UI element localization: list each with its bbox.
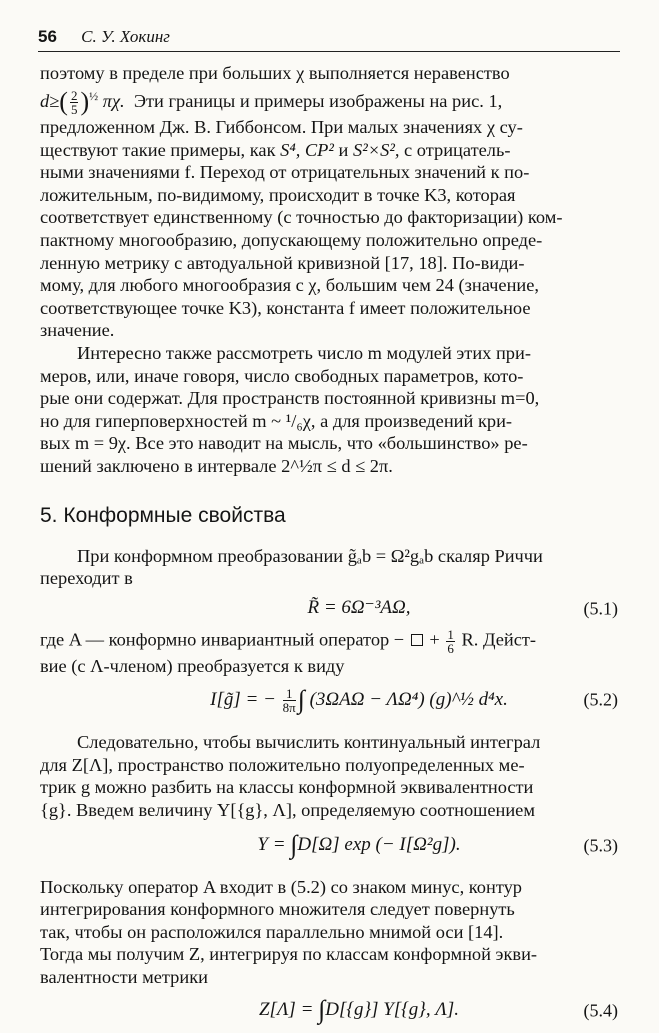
equation-formula: R̃ = 6Ω⁻³AΩ, <box>307 597 411 619</box>
text-line: ными значениями f. Переход от отрицательных значений к по- <box>40 162 530 183</box>
text-line: соответствующее точке K3), константа f имеет положительное <box>40 297 531 318</box>
text-line: значение. <box>40 320 115 341</box>
paragraph-3 <box>40 545 618 590</box>
text-line: Поскольку оператор A входит в (5.2) со знаком минус, контур <box>40 876 523 897</box>
equation-number: (5.2) <box>583 689 618 710</box>
equation-formula: I[g̃] = − $\frac{1}{8\pi}$ ∫ (3ΩAΩ − ΛΩ⁴) (g)^½ d⁴x. <box>210 684 508 715</box>
equation-5-1 <box>40 590 618 628</box>
text-line: вие (с Λ-членом) преобразуется к виду <box>40 655 345 676</box>
text-line: валентности метрики <box>40 967 208 988</box>
page-number: 56 <box>38 27 57 46</box>
text-line: рые они содержат. Для пространств постоянной кривизны m=0, <box>40 388 540 409</box>
dalembertian-symbol <box>411 634 423 646</box>
text-line: для Z[Λ], пространство положительно полуопределенных ме- <box>40 754 525 775</box>
paragraph-1 <box>40 62 618 342</box>
text-line: вых m = 9χ. Все это наводит на мысль, что «большинство» ре- <box>40 433 528 454</box>
running-head: С. У. Хокинг <box>81 27 170 46</box>
text-line: ленную метрику с автодуальной кривизной [17, 18]. По-види- <box>40 252 525 273</box>
section-heading: 5. Конформные свойства <box>40 503 286 527</box>
equation-number: (5.1) <box>583 598 618 619</box>
text-line: поэтому в пределе при больших χ выполняется неравенство <box>40 63 510 83</box>
text-line: так, чтобы он расположился параллельно мнимой оси [14]. <box>40 921 504 942</box>
text-line: ществуют такие примеры, как S⁴, CP² и S²×S², с отрицатель- <box>40 139 511 160</box>
text-line: предложенном Дж. В. Гиббонсом. При малых значениях χ су- <box>40 117 523 137</box>
paragraph-5 <box>40 731 618 821</box>
paragraph-6 <box>40 876 618 989</box>
text-line: соответствует единственному (с точностью до факторизации) ком- <box>40 207 563 228</box>
text-line: меров, или, иначе говоря, число свободных параметров, кото- <box>40 365 524 386</box>
header-rule <box>38 51 620 52</box>
paragraph-4 <box>40 628 618 678</box>
text-line: переходит в <box>40 568 133 589</box>
fraction: $\frac{2}{5}$ <box>70 88 78 117</box>
text-line: Тогда мы получим Z, интегрируя по классам конформной экви- <box>40 944 538 965</box>
equation-5-3 <box>40 822 618 870</box>
equation-formula: Z[Λ] = ∫D[{g}] Y[{g}, Λ]. <box>258 995 459 1025</box>
text-line-with-formula: где A — конформно инвариантный оператор − + $\frac{1}{6}$ R. Дейст- <box>40 626 537 656</box>
text-line: ложительным, по-видимому, происходит в точке K3, которая <box>40 184 516 205</box>
text-line: интегрирования конформного множителя следует повернуть <box>40 899 515 920</box>
text-line: шений заключено в интервале 2^½π ≤ d ≤ 2π. <box>40 455 393 476</box>
page-header <box>38 27 619 53</box>
text-line: При конформном преобразовании g̃ₐb = Ω²gₐb скаляр Риччи <box>77 545 543 566</box>
equation-number: (5.3) <box>583 835 618 856</box>
equation-5-4 <box>40 989 618 1033</box>
text-line: мому, для любого многообразия с χ, большим чем 24 (значение, <box>40 275 540 296</box>
text-line-with-formula: d≥( $\frac{2}{5}$ )$^{\frac{1}{2}}$ πχ. Эти границы и примеры изображены на рис. 1, <box>40 86 503 117</box>
fraction: $\frac{1}{6}$ <box>447 626 454 656</box>
text-line: трик g можно разбить на классы конформной эквивалентности <box>40 777 534 798</box>
paragraph-2 <box>40 342 618 478</box>
text-line: Интересно также рассмотреть число m модулей этих при- <box>77 342 531 363</box>
text-line: пактному многообразию, допускающему положительно опреде- <box>40 229 543 250</box>
page-body <box>40 62 618 1033</box>
text-line: но для гиперповерхностей m ~ ¹/₆χ, а для произведений кри- <box>40 410 513 431</box>
text-line: Следовательно, чтобы вычислить континуальный интеграл <box>77 732 541 753</box>
equation-number: (5.4) <box>583 1000 618 1021</box>
equation-5-2 <box>40 677 618 723</box>
equation-formula: Y = ∫D[Ω] exp (− I[Ω²g]). <box>257 830 461 860</box>
text-line: {g}. Введем величину Y[{g}, Λ], определяемую соотношением <box>40 800 535 821</box>
